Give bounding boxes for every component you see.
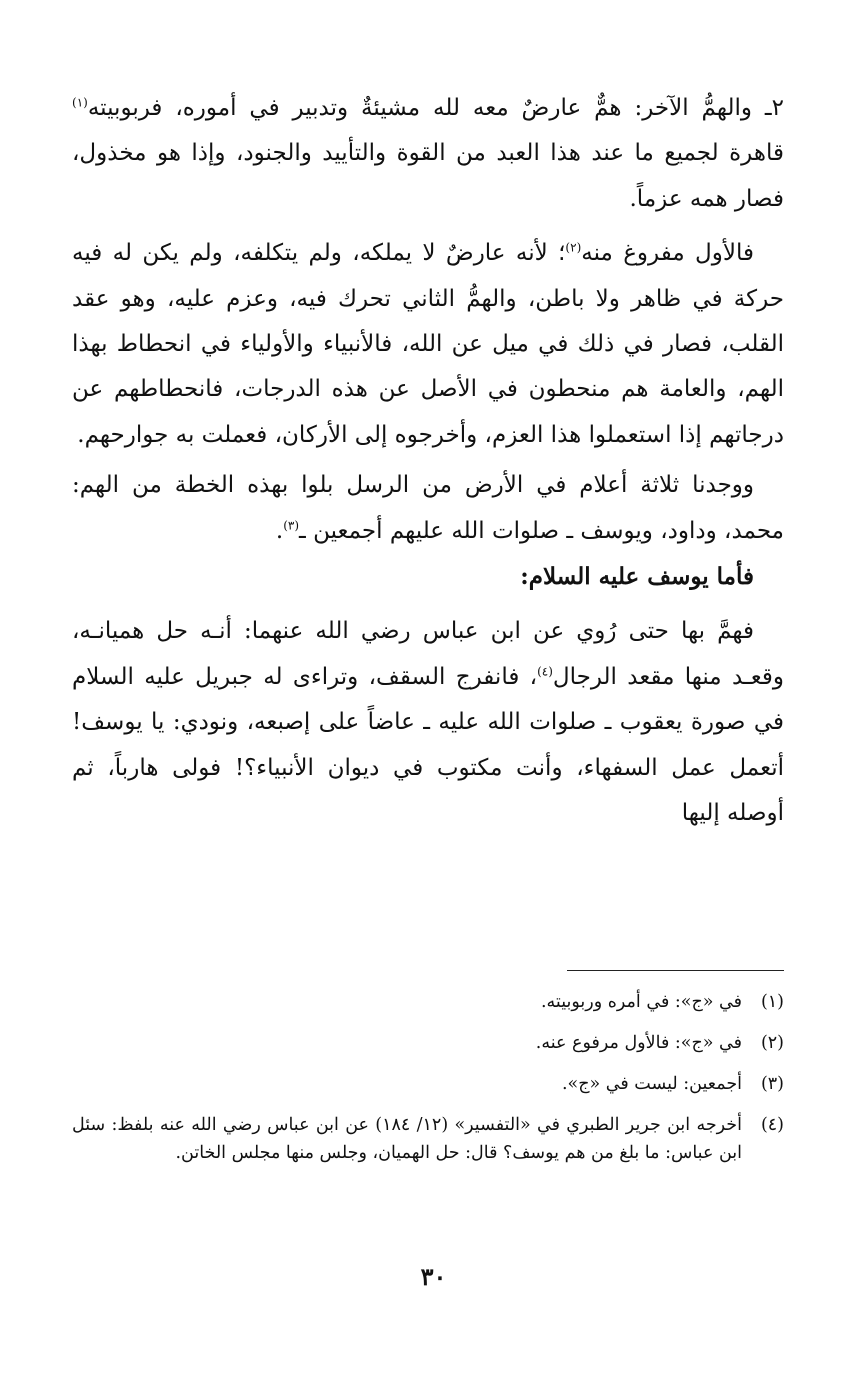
paragraph-4-text: فهمَّ بها حتى رُوي عن ابن عباس رضي الله عنهما: أنـه حل هميانـه، وقعـد منها مقعد الرجال — [72, 618, 784, 690]
footnote-number: (٢) — [760, 1033, 784, 1053]
footnotes — [72, 988, 784, 1180]
section-heading: فأما يوسف عليه السلام: — [520, 563, 754, 591]
footnote-text: أخرجه ابن جرير الطبري في «التفسير» (١٢/ ١٨٤) عن ابن عباس رضي الله عنه بلفظ: سئل ابن عباس: ما بلغ من هم يوسف؟ قال: حل الهميان، وجلس منها مجلس الخاتن. — [72, 1115, 742, 1163]
footnote-2 — [72, 1029, 784, 1057]
paragraph-4 — [72, 609, 784, 836]
footnote-separator — [567, 970, 784, 971]
footnote-number: (٣) — [760, 1074, 784, 1094]
footnote-number: (٤) — [760, 1115, 784, 1135]
footnote-text: أجمعين: ليست في «ج». — [561, 1074, 742, 1094]
footnote-ref-1: (١) — [72, 95, 88, 110]
footnote-ref-3: (٣) — [283, 518, 300, 532]
footnote-ref-4: (٤) — [537, 664, 553, 679]
main-text — [72, 86, 784, 837]
paragraph-3-end: . — [275, 517, 284, 544]
footnote-1 — [72, 988, 784, 1016]
paragraph-2-continuation: ؛ لأنه عارضٌ لا يملكه، ولم يتكلفه، ولم يكن له فيه حركة في ظاهر ولا باطن، والهمُّ الثاني تحرك فيه، وعزم عليه، وهو عقد القلب، فصار في ذلك في ميل عن الله، فالأنبياء والأولياء في انحطاط بهذا الهم، والعامة هم منحطون في الأصل عن هذه الدرجات، فانحطاطهم عن درجاتهم إذا استعملوا هذا العزم، وأخرجوه إلى الأركان، فعملت به جوارحهم. — [72, 240, 784, 448]
footnote-text: في «ج»: فالأول مرفوع عنه. — [535, 1033, 742, 1053]
footnote-text: في «ج»: في أمره وربوبيته. — [540, 992, 742, 1012]
paragraph-3-text: ووجدنا ثلاثة أعلام في الأرض من الرسل بلوا بهذه الخطة من الهم: محمد، وداود، ويوسف ـ صلوات الله عليهم أجمعين ـ — [72, 472, 784, 544]
footnote-ref-2: (٢) — [565, 240, 582, 255]
paragraph-2 — [72, 231, 784, 458]
paragraph-1-text: ٢ـ والهمُّ الآخر: همٌّ عارضٌ معه لله مشيئةٌ وتدبير في أموره، فربوبيته — [87, 95, 784, 121]
page-number: ٣٠ — [420, 1262, 447, 1291]
footnote-number: (١) — [760, 992, 784, 1012]
paragraph-1-continuation: قاهرة لجميع ما عند هذا العبد من القوة والتأييد والجنود، وإذا هو مخذول، فصار همه عزماً. — [72, 140, 784, 212]
footnote-4 — [72, 1111, 784, 1167]
paragraph-1 — [72, 86, 784, 222]
paragraph-4-continuation: ، فانفرج السقف، وتراءى له جبريل عليه السلام في صورة يعقوب ـ صلوات الله عليه ـ عاضاً على إصبعه، ونودي: يا يوسف! أتعمل عمل السفهاء، وأنت مكتوب في ديوان الأنبياء؟! فولى هارباً، ثم أوصله إليها — [72, 663, 784, 827]
footnote-3 — [72, 1070, 784, 1098]
paragraph-2-text: فالأول مفروغ منه — [581, 240, 754, 267]
paragraph-3 — [72, 463, 784, 554]
